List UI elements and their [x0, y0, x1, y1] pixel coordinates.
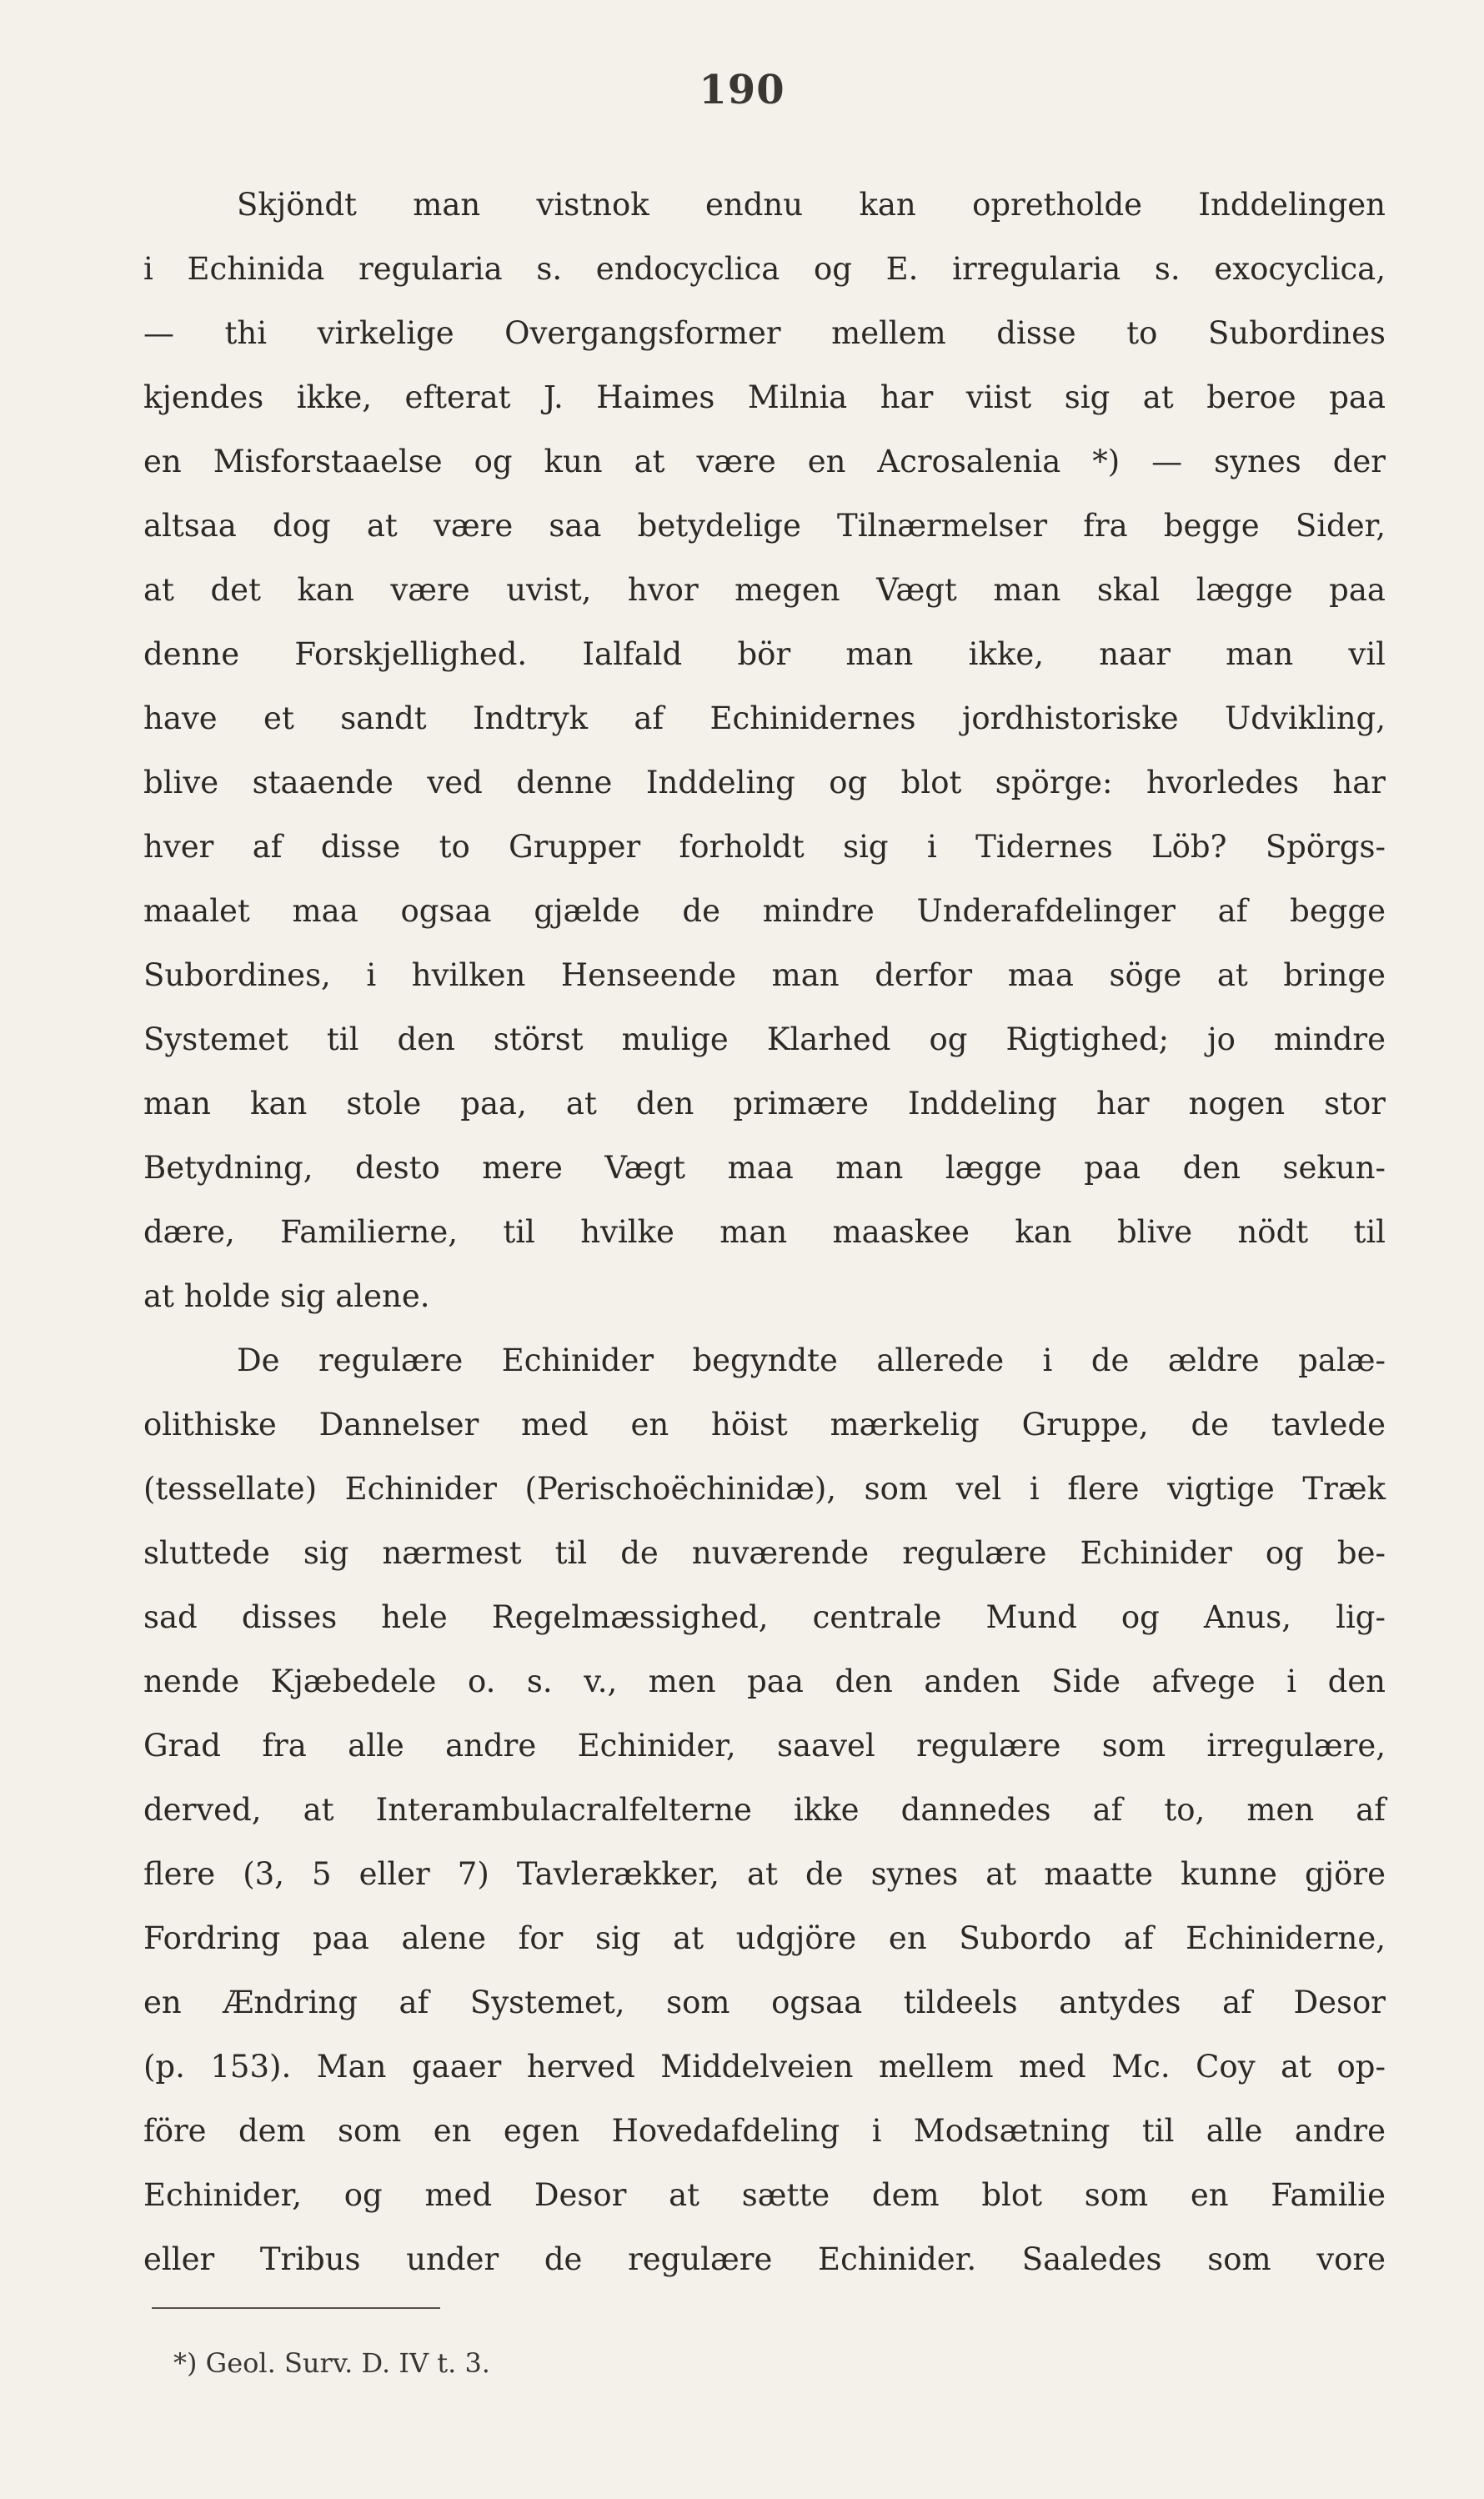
text-line: kjendes ikke, efterat J. Haimes Milnia har viist sig at beroe paa [143, 379, 1386, 415]
text-line: Grad fra alle andre Echinider, saavel regulære som irregulære, [143, 1728, 1386, 1764]
text-line: eller Tribus under de regulære Echinider. Saaledes som vore [143, 2241, 1386, 2277]
text-line: Echinider, og med Desor at sætte dem blot som en Familie [143, 2177, 1386, 2213]
text-line: Fordring paa alene for sig at udgjöre en Subordo af Echiniderne, [143, 1920, 1386, 1956]
text-line: hver af disse to Grupper forholdt sig i Tidernes Löb? Spörgs- [143, 829, 1386, 865]
text-line: (p. 153). Man gaaer herved Middelveien mellem med Mc. Coy at op- [143, 2049, 1386, 2085]
text-line: at det kan være uvist, hvor megen Vægt man skal lægge paa [143, 572, 1386, 608]
body-text [143, 173, 1386, 2291]
text-line: altsaa dog at være saa betydelige Tilnærmelser fra begge Sider, [143, 508, 1386, 544]
text-line: i Echinida regularia s. endocyclica og E. irregularia s. exocyclica, [143, 251, 1386, 287]
page-number: 190 [699, 67, 785, 113]
text-line: De regulære Echinider begyndte allerede i de ældre palæ- [237, 1342, 1386, 1378]
text-line: (tessellate) Echinider (Perischoëchinidæ), som vel i flere vigtige Træk [143, 1471, 1386, 1507]
text-line: dære, Familierne, til hvilke man maaskee kan blive nödt til [143, 1214, 1386, 1250]
text-line: maalet maa ogsaa gjælde de mindre Underafdelinger af begge [143, 893, 1386, 929]
text-line: derved, at Interambulacralfelterne ikke dannedes af to, men af [143, 1792, 1386, 1828]
text-line: flere (3, 5 eller 7) Tavlerækker, at de synes at maatte kunne gjöre [143, 1856, 1386, 1892]
text-line: en Misforstaaelse og kun at være en Acrosalenia *) — synes der [143, 444, 1386, 479]
text-line: man kan stole paa, at den primære Inddeling har nogen stor [143, 1086, 1386, 1122]
text-line: Systemet til den störst mulige Klarhed og Rigtighed; jo mindre [143, 1021, 1386, 1057]
text-line: denne Forskjellighed. Ialfald bör man ikke, naar man vil [143, 636, 1386, 672]
text-line: en Ændring af Systemet, som ogsaa tildeels antydes af Desor [143, 1985, 1386, 2020]
text-line: olithiske Dannelser med en höist mærkelig Gruppe, de tavlede [143, 1407, 1386, 1443]
text-line: at holde sig alene. [143, 1278, 430, 1314]
text-line: Skjöndt man vistnok endnu kan opretholde Inddelingen [237, 187, 1386, 223]
text-line: före dem som en egen Hovedafdeling i Modsætning til alle andre [143, 2113, 1386, 2149]
text-line: — thi virkelige Overgangsformer mellem disse to Subordines [143, 315, 1386, 351]
text-line: nende Kjæbedele o. s. v., men paa den anden Side afvege i den [143, 1663, 1386, 1699]
text-line: sluttede sig nærmest til de nuværende regulære Echinider og be- [143, 1535, 1386, 1571]
text-line: have et sandt Indtryk af Echinidernes jordhistoriske Udvikling, [143, 700, 1386, 736]
footnote: *) Geol. Surv. D. IV t. 3. [173, 2347, 490, 2379]
text-line: blive staaende ved denne Inddeling og blot spörge: hvorledes har [143, 765, 1386, 800]
text-line: Betydning, desto mere Vægt maa man lægge paa den sekun- [143, 1150, 1386, 1186]
footnote-divider [152, 2307, 440, 2309]
text-line: Subordines, i hvilken Henseende man derfor maa söge at bringe [143, 957, 1386, 993]
text-line: sad disses hele Regelmæssighed, centrale Mund og Anus, lig- [143, 1599, 1386, 1635]
